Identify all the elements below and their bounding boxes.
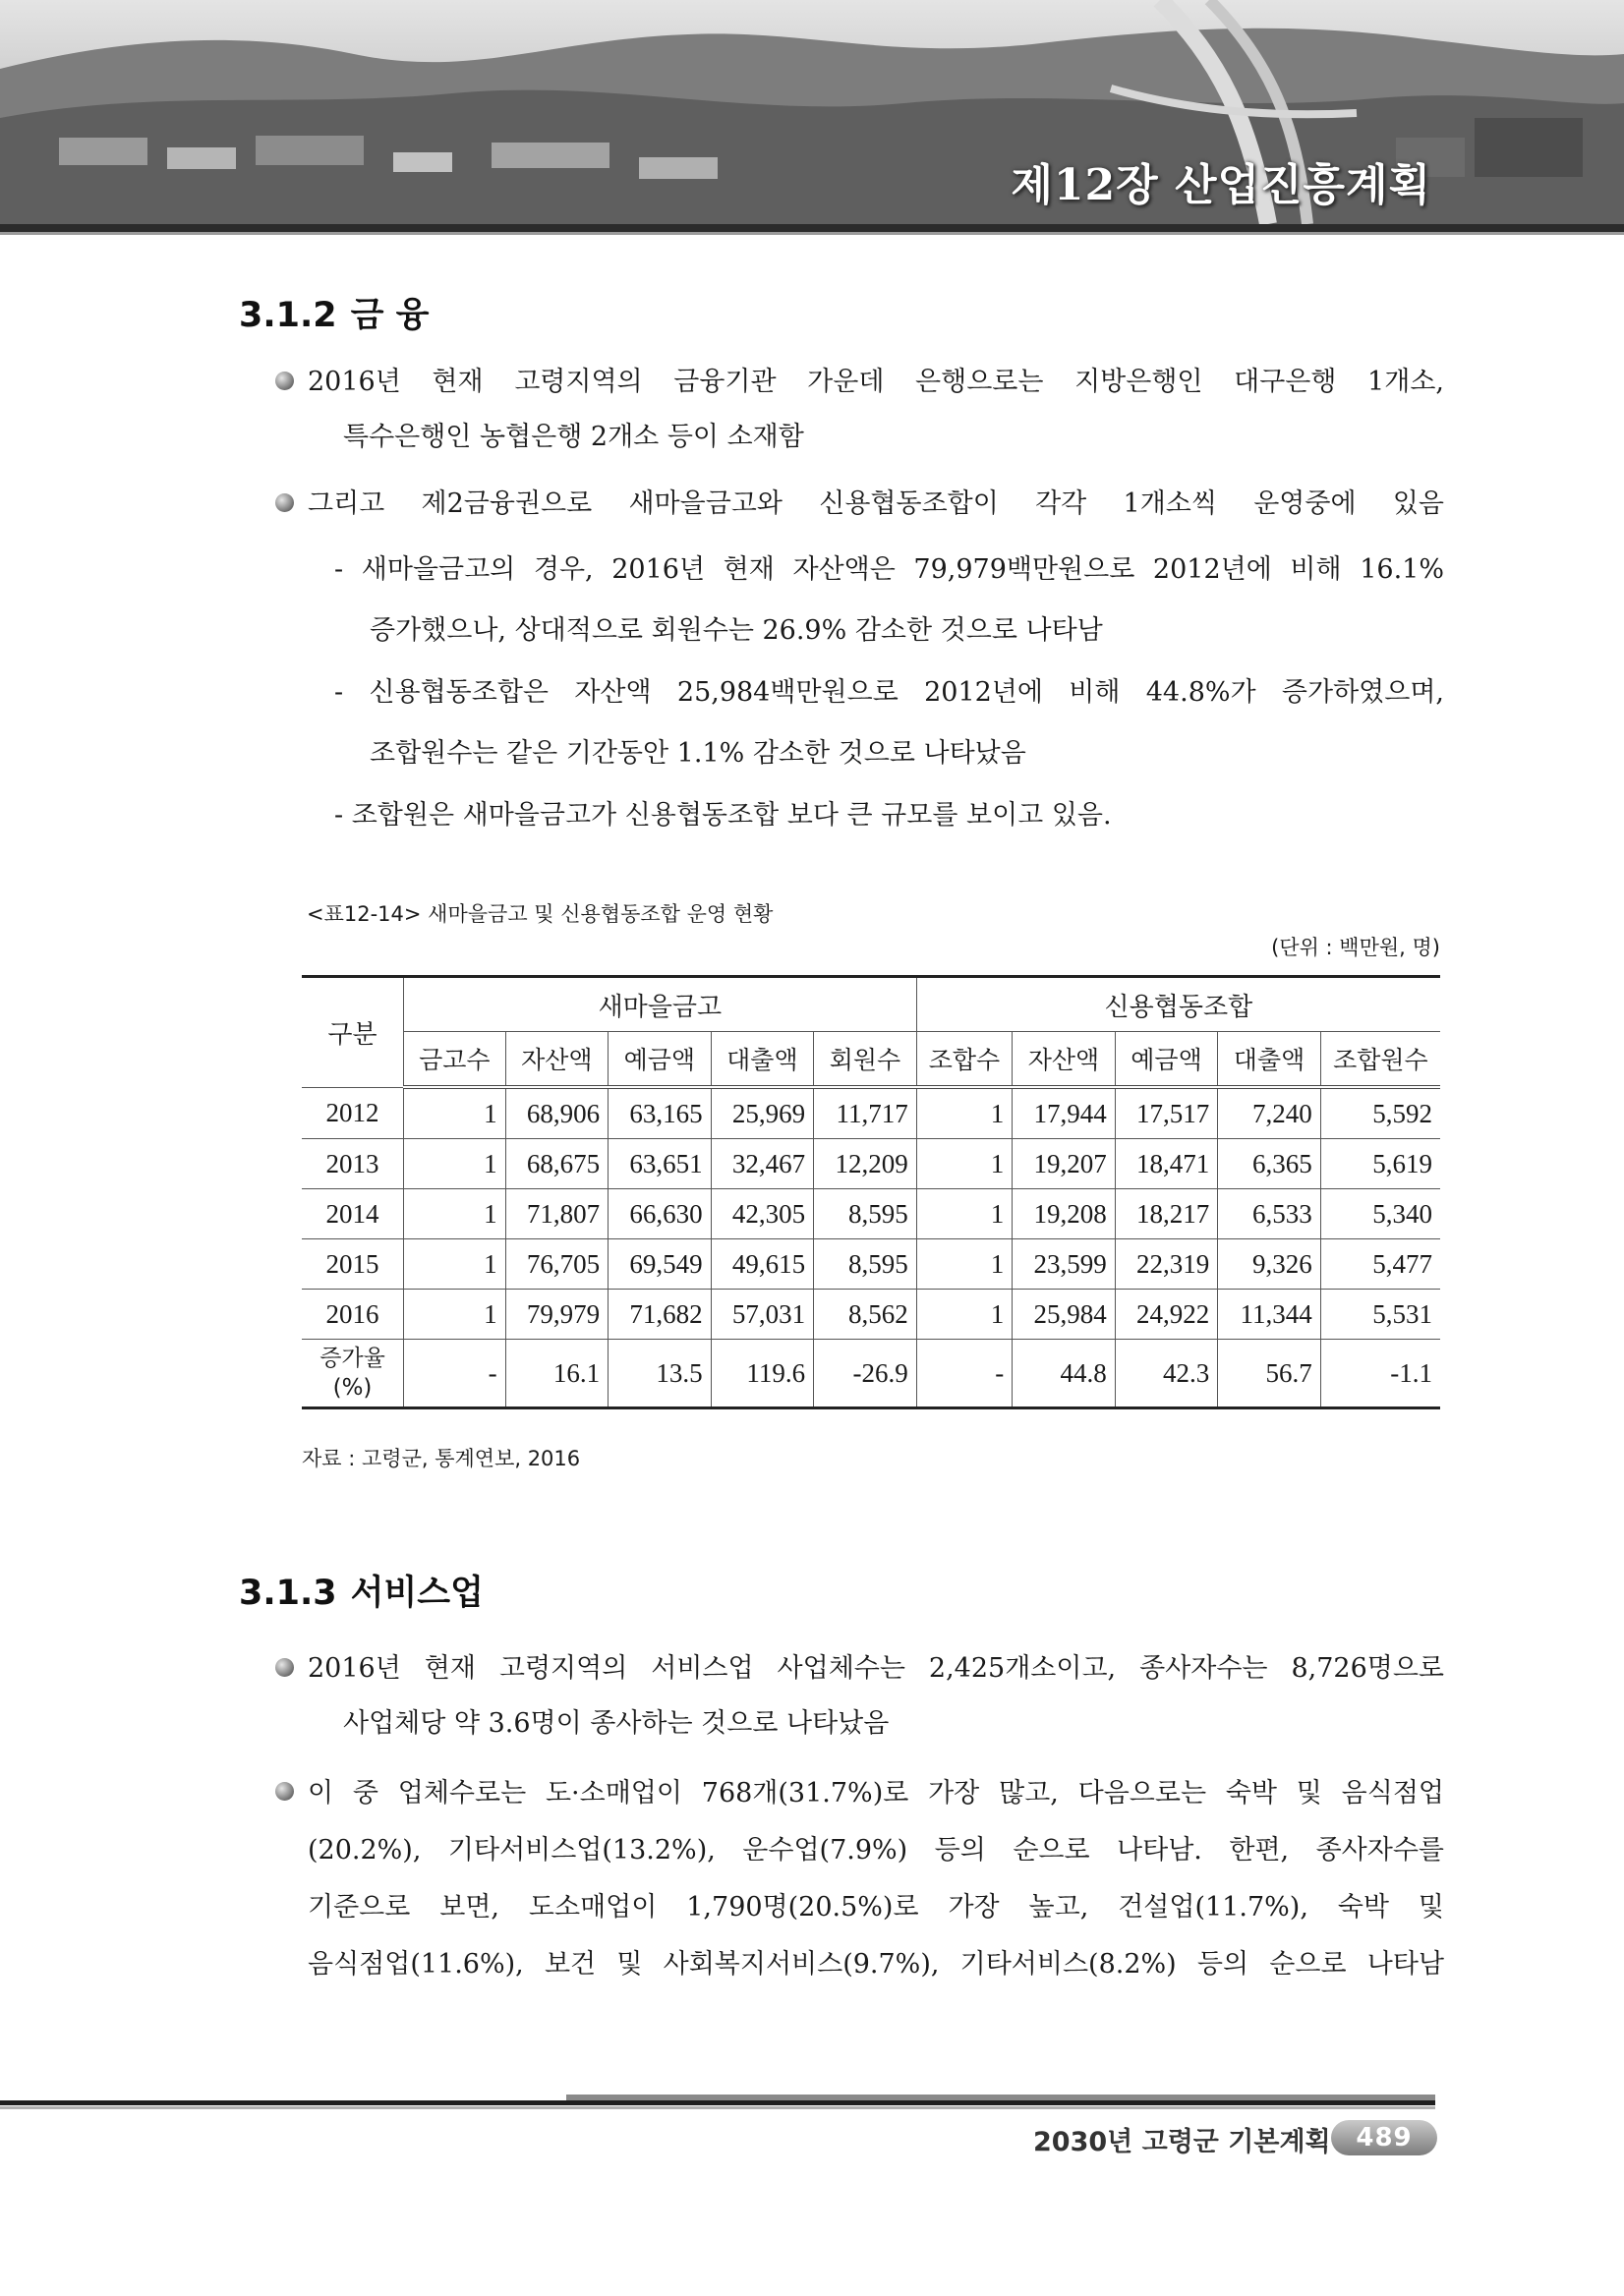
section-heading-service bbox=[239, 1566, 484, 1615]
section-number: 3.1.2 bbox=[239, 296, 337, 335]
column-header: 조합원수 bbox=[1320, 1032, 1440, 1088]
row-label: 2014 bbox=[302, 1189, 404, 1239]
row-label: 2015 bbox=[302, 1239, 404, 1290]
bullet-icon bbox=[275, 372, 294, 390]
table-cell: 9,326 bbox=[1218, 1239, 1321, 1290]
page-number-badge: 489 bbox=[1331, 2120, 1437, 2155]
row-label: 2013 bbox=[302, 1139, 404, 1189]
row-label-line: (%) bbox=[332, 1375, 373, 1401]
bullet-paragraph bbox=[308, 477, 1444, 532]
table-header-row bbox=[302, 977, 1440, 1032]
row-label bbox=[302, 1340, 404, 1408]
header-divider-accent bbox=[0, 232, 1624, 235]
table-cell: 68,906 bbox=[505, 1087, 609, 1139]
table-cell: -26.9 bbox=[814, 1340, 917, 1408]
table-cell: 44.8 bbox=[1013, 1340, 1116, 1408]
table-cell: 25,969 bbox=[711, 1087, 814, 1139]
header-divider bbox=[0, 224, 1624, 232]
table-row bbox=[302, 1290, 1440, 1340]
table-cell: 6,365 bbox=[1218, 1139, 1321, 1189]
table-cell: 71,807 bbox=[505, 1189, 609, 1239]
finance-table bbox=[302, 975, 1440, 1409]
table-caption: <표12-14> 새마을금고 및 신용협동조합 운영 현황 bbox=[307, 902, 774, 926]
table-cell: 5,619 bbox=[1320, 1139, 1440, 1189]
bullet-paragraph bbox=[308, 1765, 1444, 1993]
table-row bbox=[302, 1139, 1440, 1189]
table-cell: -1.1 bbox=[1320, 1340, 1440, 1408]
bullet-icon bbox=[275, 493, 294, 512]
table-cell: 1 bbox=[916, 1290, 1013, 1340]
table-cell: - bbox=[404, 1340, 506, 1408]
table-cell: 22,319 bbox=[1115, 1239, 1218, 1290]
section-number: 3.1.3 bbox=[239, 1574, 337, 1613]
table-cell: 1 bbox=[404, 1139, 506, 1189]
column-header: 금고수 bbox=[404, 1032, 506, 1088]
sub-item bbox=[334, 662, 1444, 784]
table-cell: 66,630 bbox=[609, 1189, 712, 1239]
bullet-paragraph bbox=[308, 355, 1444, 465]
table-cell: 69,549 bbox=[609, 1239, 712, 1290]
column-header: 예금액 bbox=[1115, 1032, 1218, 1088]
table-cell: 24,922 bbox=[1115, 1290, 1218, 1340]
table-cell: 1 bbox=[916, 1087, 1013, 1139]
bullet-text-line: 그리고 제2금융권으로 새마을금고와 신용협동조합이 각각 1개소씩 운영중에 있음 bbox=[308, 488, 1444, 519]
section-title: 서비스업 bbox=[350, 1574, 484, 1613]
footer-divider bbox=[0, 2100, 1435, 2105]
table-cell: 119.6 bbox=[711, 1340, 814, 1408]
table-cell: 5,340 bbox=[1320, 1189, 1440, 1239]
sub-item-line: 조합원수는 같은 기간동안 1.1% 감소한 것으로 나타났음 bbox=[370, 738, 1026, 769]
footer-book-title: 2030년 고령군 기본계획 bbox=[1033, 2127, 1331, 2157]
table-cell: 18,217 bbox=[1115, 1189, 1218, 1239]
table-cell: 17,517 bbox=[1115, 1087, 1218, 1139]
table-row bbox=[302, 1087, 1440, 1139]
table-cell: 19,208 bbox=[1013, 1189, 1116, 1239]
table-cell: 13.5 bbox=[609, 1340, 712, 1408]
table-cell: 63,165 bbox=[609, 1087, 712, 1139]
table-row-header: 구분 bbox=[302, 977, 404, 1088]
sub-item-line: - 새마을금고의 경우, 2016년 현재 자산액은 79,979백만원으로 2012년에 비해 16.1% bbox=[334, 554, 1444, 585]
table-cell: 49,615 bbox=[711, 1239, 814, 1290]
bullet-icon bbox=[275, 1658, 294, 1677]
bullet-text-line: 음식점업(11.6%), 보건 및 사회복지서비스(9.7%), 기타서비스(8.2%) 등의 순으로 나타남 bbox=[308, 1949, 1444, 1980]
chapter-title: 제12장 산업진흥계획 bbox=[1011, 160, 1431, 210]
table-cell: 5,531 bbox=[1320, 1290, 1440, 1340]
table-row bbox=[302, 1189, 1440, 1239]
table-cell: 1 bbox=[404, 1239, 506, 1290]
table-cell: 6,533 bbox=[1218, 1189, 1321, 1239]
table-row-rate bbox=[302, 1340, 1440, 1408]
table-cell: 42,305 bbox=[711, 1189, 814, 1239]
column-header: 대출액 bbox=[711, 1032, 814, 1088]
bullet-text-line: 2016년 현재 고령지역의 금융기관 가운데 은행으로는 지방은행인 대구은행 1개소, bbox=[308, 367, 1444, 397]
table-cell: 1 bbox=[404, 1087, 506, 1139]
table-cell: 11,717 bbox=[814, 1087, 917, 1139]
bullet-icon bbox=[275, 1782, 294, 1801]
table-body bbox=[302, 1087, 1440, 1408]
table-group-header: 새마을금고 bbox=[404, 977, 917, 1032]
column-header: 대출액 bbox=[1218, 1032, 1321, 1088]
row-label: 2012 bbox=[302, 1087, 404, 1139]
table-cell: 56.7 bbox=[1218, 1340, 1321, 1408]
table-cell: 76,705 bbox=[505, 1239, 609, 1290]
table-cell: 8,595 bbox=[814, 1189, 917, 1239]
table-group-header: 신용협동조합 bbox=[916, 977, 1440, 1032]
sub-item-line: - 신용협동조합은 자산액 25,984백만원으로 2012년에 비해 44.8%가 증가하였으며, bbox=[334, 677, 1444, 708]
bullet-paragraph bbox=[308, 1641, 1444, 1751]
sub-item bbox=[334, 540, 1444, 661]
sub-item bbox=[334, 785, 1444, 846]
table-cell: 1 bbox=[916, 1189, 1013, 1239]
table-cell: 11,344 bbox=[1218, 1290, 1321, 1340]
bullet-text-line: 기준으로 보면, 도소매업이 1,790명(20.5%)로 가장 높고, 건설업(11.7%), 숙박 및 bbox=[308, 1892, 1444, 1923]
table-cell: 57,031 bbox=[711, 1290, 814, 1340]
column-header: 회원수 bbox=[814, 1032, 917, 1088]
table-cell: 5,592 bbox=[1320, 1087, 1440, 1139]
table-cell: 25,984 bbox=[1013, 1290, 1116, 1340]
table-cell: 17,944 bbox=[1013, 1087, 1116, 1139]
bullet-text-line: 이 중 업체수로는 도·소매업이 768개(31.7%)로 가장 많고, 다음으로는 숙박 및 음식점업 bbox=[308, 1778, 1444, 1808]
table-cell: 12,209 bbox=[814, 1139, 917, 1189]
table-cell: 19,207 bbox=[1013, 1139, 1116, 1189]
table-cell: 1 bbox=[404, 1290, 506, 1340]
table-cell: 7,240 bbox=[1218, 1087, 1321, 1139]
table-cell: 79,979 bbox=[505, 1290, 609, 1340]
table-cell: 23,599 bbox=[1013, 1239, 1116, 1290]
table-cell: 16.1 bbox=[505, 1340, 609, 1408]
table-cell: 5,477 bbox=[1320, 1239, 1440, 1290]
sub-item-line: - 조합원은 새마을금고가 신용협동조합 보다 큰 규모를 보이고 있음. bbox=[334, 800, 1112, 831]
bullet-text-line: 사업체당 약 3.6명이 종사하는 것으로 나타났음 bbox=[343, 1708, 890, 1739]
sub-item-line: 증가했으나, 상대적으로 회원수는 26.9% 감소한 것으로 나타남 bbox=[370, 615, 1103, 646]
table-cell: 1 bbox=[916, 1239, 1013, 1290]
bullet-text-line: 특수은행인 농협은행 2개소 등이 소재함 bbox=[343, 422, 804, 452]
table-source: 자료 : 고령군, 통계연보, 2016 bbox=[302, 1447, 581, 1470]
table-row bbox=[302, 1239, 1440, 1290]
table-cell: 8,595 bbox=[814, 1239, 917, 1290]
table-cell: 18,471 bbox=[1115, 1139, 1218, 1189]
section-heading-finance bbox=[239, 288, 429, 337]
column-header: 자산액 bbox=[1013, 1032, 1116, 1088]
column-header: 조합수 bbox=[916, 1032, 1013, 1088]
table-cell: 32,467 bbox=[711, 1139, 814, 1189]
table-cell: 42.3 bbox=[1115, 1340, 1218, 1408]
table-cell: 63,651 bbox=[609, 1139, 712, 1189]
row-label: 2016 bbox=[302, 1290, 404, 1340]
section-title: 금 융 bbox=[350, 296, 430, 335]
bullet-text-line: 2016년 현재 고령지역의 서비스업 사업체수는 2,425개소이고, 종사자수는 8,726명으로 bbox=[308, 1653, 1444, 1684]
bullet-text-line: (20.2%), 기타서비스업(13.2%), 운수업(7.9%) 등의 순으로 나타남. 한편, 종사자수를 bbox=[308, 1835, 1444, 1866]
table-column-header-row bbox=[302, 1032, 1440, 1088]
table-cell: 1 bbox=[916, 1139, 1013, 1189]
row-label-line: 증가율 bbox=[319, 1346, 385, 1371]
table-cell: 1 bbox=[404, 1189, 506, 1239]
footer-divider-accent bbox=[0, 2106, 1435, 2109]
table-cell: 71,682 bbox=[609, 1290, 712, 1340]
header-banner bbox=[0, 0, 1624, 224]
table-cell: 68,675 bbox=[505, 1139, 609, 1189]
table-cell: - bbox=[916, 1340, 1013, 1408]
column-header: 자산액 bbox=[505, 1032, 609, 1088]
column-header: 예금액 bbox=[609, 1032, 712, 1088]
table-unit: (단위 : 백만원, 명) bbox=[1271, 936, 1440, 959]
table-cell: 8,562 bbox=[814, 1290, 917, 1340]
